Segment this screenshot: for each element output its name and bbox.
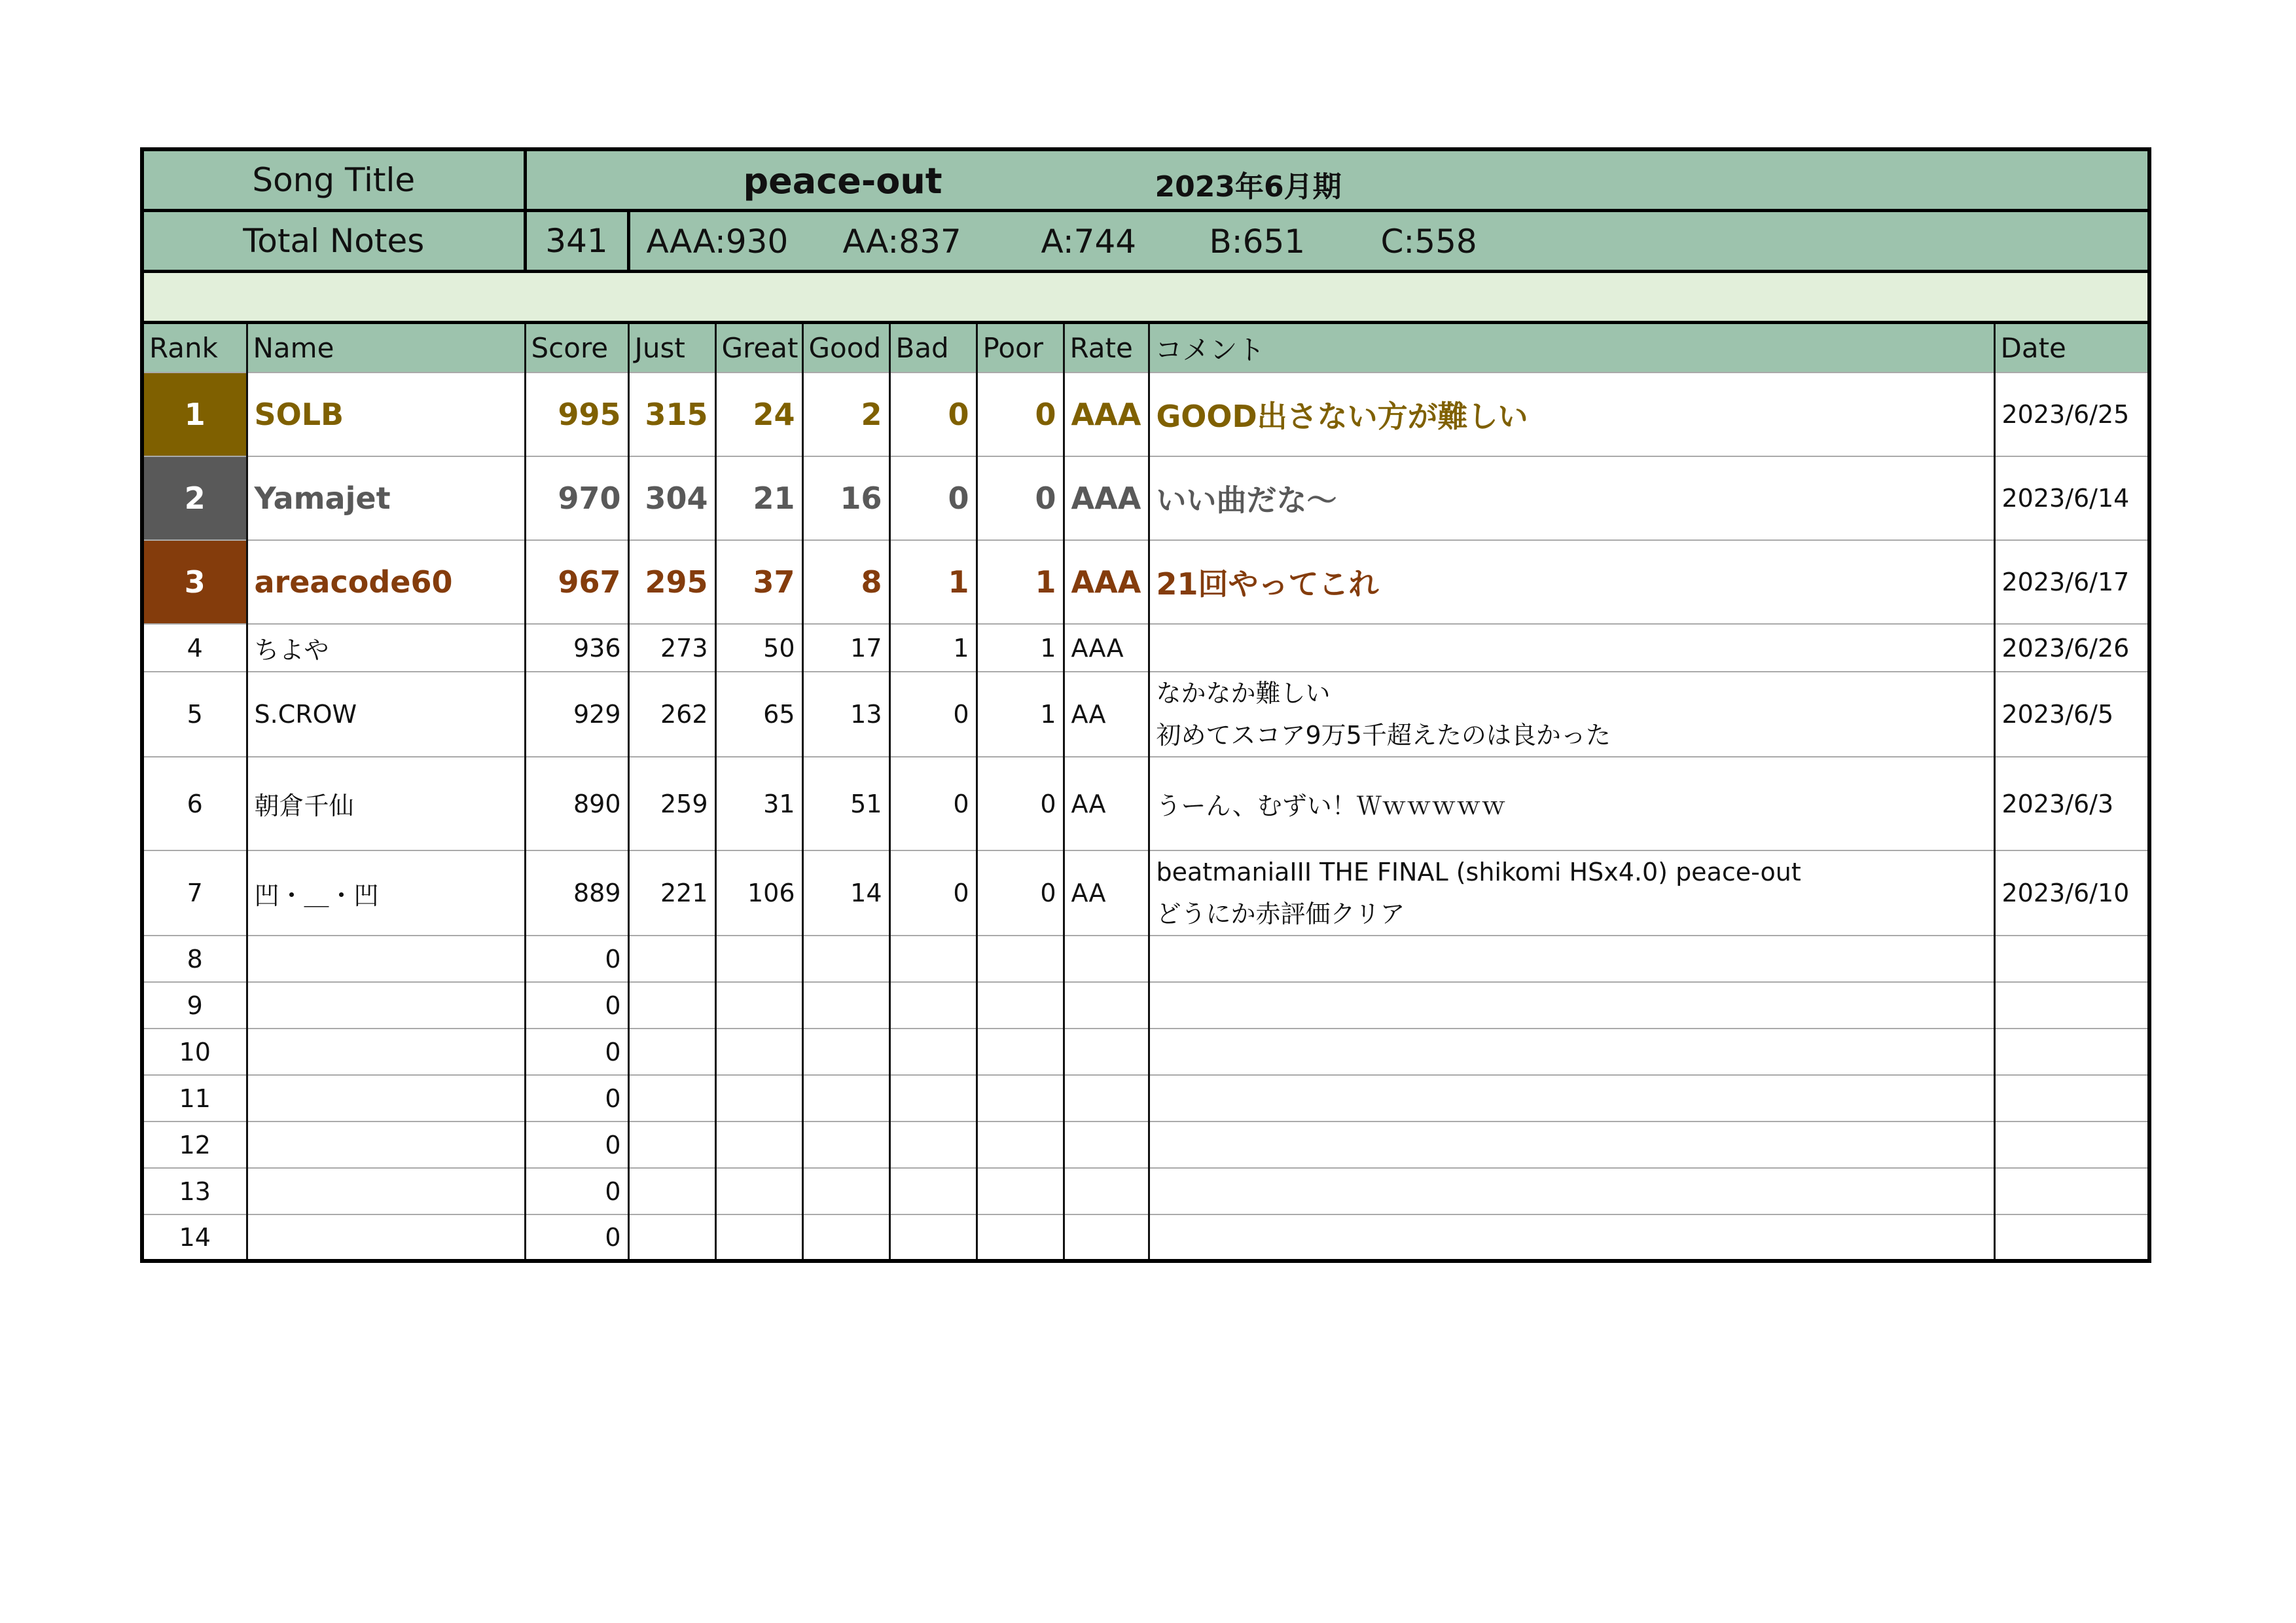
name-cell	[247, 936, 525, 982]
name-cell: Yamajet	[247, 456, 525, 540]
ranking-table	[140, 147, 2151, 1263]
table-row	[142, 850, 2149, 936]
score-cell: 970	[525, 456, 628, 540]
col-rate: Rate	[1064, 323, 1149, 373]
poor-cell: 1	[977, 540, 1064, 624]
comment-cell	[1149, 624, 1994, 672]
threshold-c: C:558	[1380, 223, 1477, 261]
just-cell: 273	[628, 624, 715, 672]
comment-line-1: なかなか難しい	[1156, 679, 1331, 708]
name-cell	[247, 982, 525, 1029]
good-cell: 8	[802, 540, 889, 624]
poor-cell: 0	[977, 373, 1064, 456]
table-row	[142, 1075, 2149, 1122]
rate-cell: AA	[1064, 672, 1149, 757]
score-cell: 889	[525, 850, 628, 936]
col-poor: Poor	[977, 323, 1064, 373]
name-cell	[247, 1122, 525, 1168]
bad-cell: 0	[889, 672, 977, 757]
score-cell: 0	[525, 1029, 628, 1075]
total-notes-row	[142, 211, 2149, 272]
rate-cell: AAA	[1064, 373, 1149, 456]
song-title-cell	[525, 149, 2149, 211]
just-cell: 295	[628, 540, 715, 624]
rank-cell: 1	[142, 373, 247, 456]
rank-cell: 11	[142, 1075, 247, 1122]
poor-cell: 0	[977, 850, 1064, 936]
column-header-row	[142, 323, 2149, 373]
rate-cell: AA	[1064, 757, 1149, 850]
comment-cell: うーん、むずい！Ｗｗｗｗｗｗ	[1149, 757, 1994, 850]
name-cell	[247, 1214, 525, 1261]
rate-cell: AAA	[1064, 540, 1149, 624]
rank-cell: 10	[142, 1029, 247, 1075]
col-bad: Bad	[889, 323, 977, 373]
rank-cell: 6	[142, 757, 247, 850]
great-cell: 21	[715, 456, 802, 540]
table-row	[142, 373, 2149, 456]
comment-cell: 21回やってこれ	[1149, 540, 1994, 624]
good-cell: 17	[802, 624, 889, 672]
rank-cell: 3	[142, 540, 247, 624]
spacer-row	[142, 272, 2149, 323]
table-row	[142, 1168, 2149, 1214]
col-name: Name	[247, 323, 525, 373]
date-cell: 2023/6/26	[1994, 624, 2149, 672]
table-row	[142, 1122, 2149, 1168]
name-cell: ちよや	[247, 624, 525, 672]
score-cell: 0	[525, 1168, 628, 1214]
rate-cell: AAA	[1064, 456, 1149, 540]
rank-cell: 12	[142, 1122, 247, 1168]
score-cell: 936	[525, 624, 628, 672]
table-row	[142, 540, 2149, 624]
comment-cell	[1149, 672, 1994, 757]
score-cell: 929	[525, 672, 628, 757]
grade-thresholds	[628, 211, 2149, 272]
just-cell: 221	[628, 850, 715, 936]
great-cell: 24	[715, 373, 802, 456]
good-cell: 14	[802, 850, 889, 936]
col-great: Great	[715, 323, 802, 373]
poor-cell: 0	[977, 757, 1064, 850]
rate-cell: AA	[1064, 850, 1149, 936]
threshold-b: B:651	[1209, 223, 1306, 261]
bad-cell: 1	[889, 540, 977, 624]
just-cell: 259	[628, 757, 715, 850]
name-cell: SOLB	[247, 373, 525, 456]
bad-cell: 0	[889, 757, 977, 850]
name-cell: 朝倉千仙	[247, 757, 525, 850]
total-notes-value: 341	[525, 211, 628, 272]
table-row	[142, 982, 2149, 1029]
rank-cell: 8	[142, 936, 247, 982]
table-row	[142, 672, 2149, 757]
good-cell: 13	[802, 672, 889, 757]
name-cell: 凹・＿・凹	[247, 850, 525, 936]
col-score: Score	[525, 323, 628, 373]
score-cell: 0	[525, 1075, 628, 1122]
score-cell: 995	[525, 373, 628, 456]
score-cell: 890	[525, 757, 628, 850]
table-row	[142, 1029, 2149, 1075]
name-cell: areacode60	[247, 540, 525, 624]
table-row	[142, 624, 2149, 672]
table-row	[142, 936, 2149, 982]
comment-line-2: どうにか赤評価クリア	[1156, 900, 1405, 928]
just-cell: 315	[628, 373, 715, 456]
bad-cell: 0	[889, 456, 977, 540]
total-notes-label: Total Notes	[142, 211, 525, 272]
bad-cell: 1	[889, 624, 977, 672]
comment-cell: GOOD出さない方が難しい	[1149, 373, 1994, 456]
score-cell: 0	[525, 936, 628, 982]
score-cell: 0	[525, 1122, 628, 1168]
col-comment: コメント	[1149, 323, 1994, 373]
threshold-a: A:744	[1041, 223, 1137, 261]
date-cell: 2023/6/3	[1994, 757, 2149, 850]
threshold-aaa: AAA:930	[646, 223, 789, 261]
song-title-label: Song Title	[142, 149, 525, 211]
col-date: Date	[1994, 323, 2149, 373]
date-cell: 2023/6/10	[1994, 850, 2149, 936]
rate-cell: AAA	[1064, 624, 1149, 672]
comment-line-1: beatmaniaIII THE FINAL (shikomi HSx4.0) peace-out	[1156, 858, 1801, 886]
period-label: 2023年6月期	[1155, 170, 1342, 204]
just-cell: 262	[628, 672, 715, 757]
comment-cell: いい曲だな～	[1149, 456, 1994, 540]
col-rank: Rank	[142, 323, 247, 373]
song-title-row	[142, 149, 2149, 211]
name-cell	[247, 1075, 525, 1122]
score-cell: 0	[525, 982, 628, 1029]
great-cell: 31	[715, 757, 802, 850]
rank-cell: 14	[142, 1214, 247, 1261]
good-cell: 16	[802, 456, 889, 540]
name-cell	[247, 1029, 525, 1075]
poor-cell: 1	[977, 624, 1064, 672]
good-cell: 2	[802, 373, 889, 456]
col-good: Good	[802, 323, 889, 373]
great-cell: 37	[715, 540, 802, 624]
name-cell	[247, 1168, 525, 1214]
rank-cell: 2	[142, 456, 247, 540]
date-cell: 2023/6/25	[1994, 373, 2149, 456]
table-row	[142, 456, 2149, 540]
name-cell: S.CROW	[247, 672, 525, 757]
rank-cell: 7	[142, 850, 247, 936]
just-cell: 304	[628, 456, 715, 540]
score-cell: 967	[525, 540, 628, 624]
poor-cell: 1	[977, 672, 1064, 757]
comment-cell	[1149, 850, 1994, 936]
good-cell: 51	[802, 757, 889, 850]
table-row	[142, 757, 2149, 850]
date-cell: 2023/6/14	[1994, 456, 2149, 540]
rank-cell: 4	[142, 624, 247, 672]
ranking-sheet	[140, 147, 2147, 1263]
poor-cell: 0	[977, 456, 1064, 540]
song-title: peace-out	[743, 160, 942, 202]
great-cell: 65	[715, 672, 802, 757]
bad-cell: 0	[889, 850, 977, 936]
rank-cell: 13	[142, 1168, 247, 1214]
bad-cell: 0	[889, 373, 977, 456]
rank-cell: 5	[142, 672, 247, 757]
score-cell: 0	[525, 1214, 628, 1261]
great-cell: 50	[715, 624, 802, 672]
col-just: Just	[628, 323, 715, 373]
table-row	[142, 1214, 2149, 1261]
threshold-aa: AA:837	[842, 223, 961, 261]
rank-cell: 9	[142, 982, 247, 1029]
date-cell: 2023/6/5	[1994, 672, 2149, 757]
date-cell: 2023/6/17	[1994, 540, 2149, 624]
comment-line-2: 初めてスコア9万5千超えたのは良かった	[1156, 721, 1611, 750]
great-cell: 106	[715, 850, 802, 936]
